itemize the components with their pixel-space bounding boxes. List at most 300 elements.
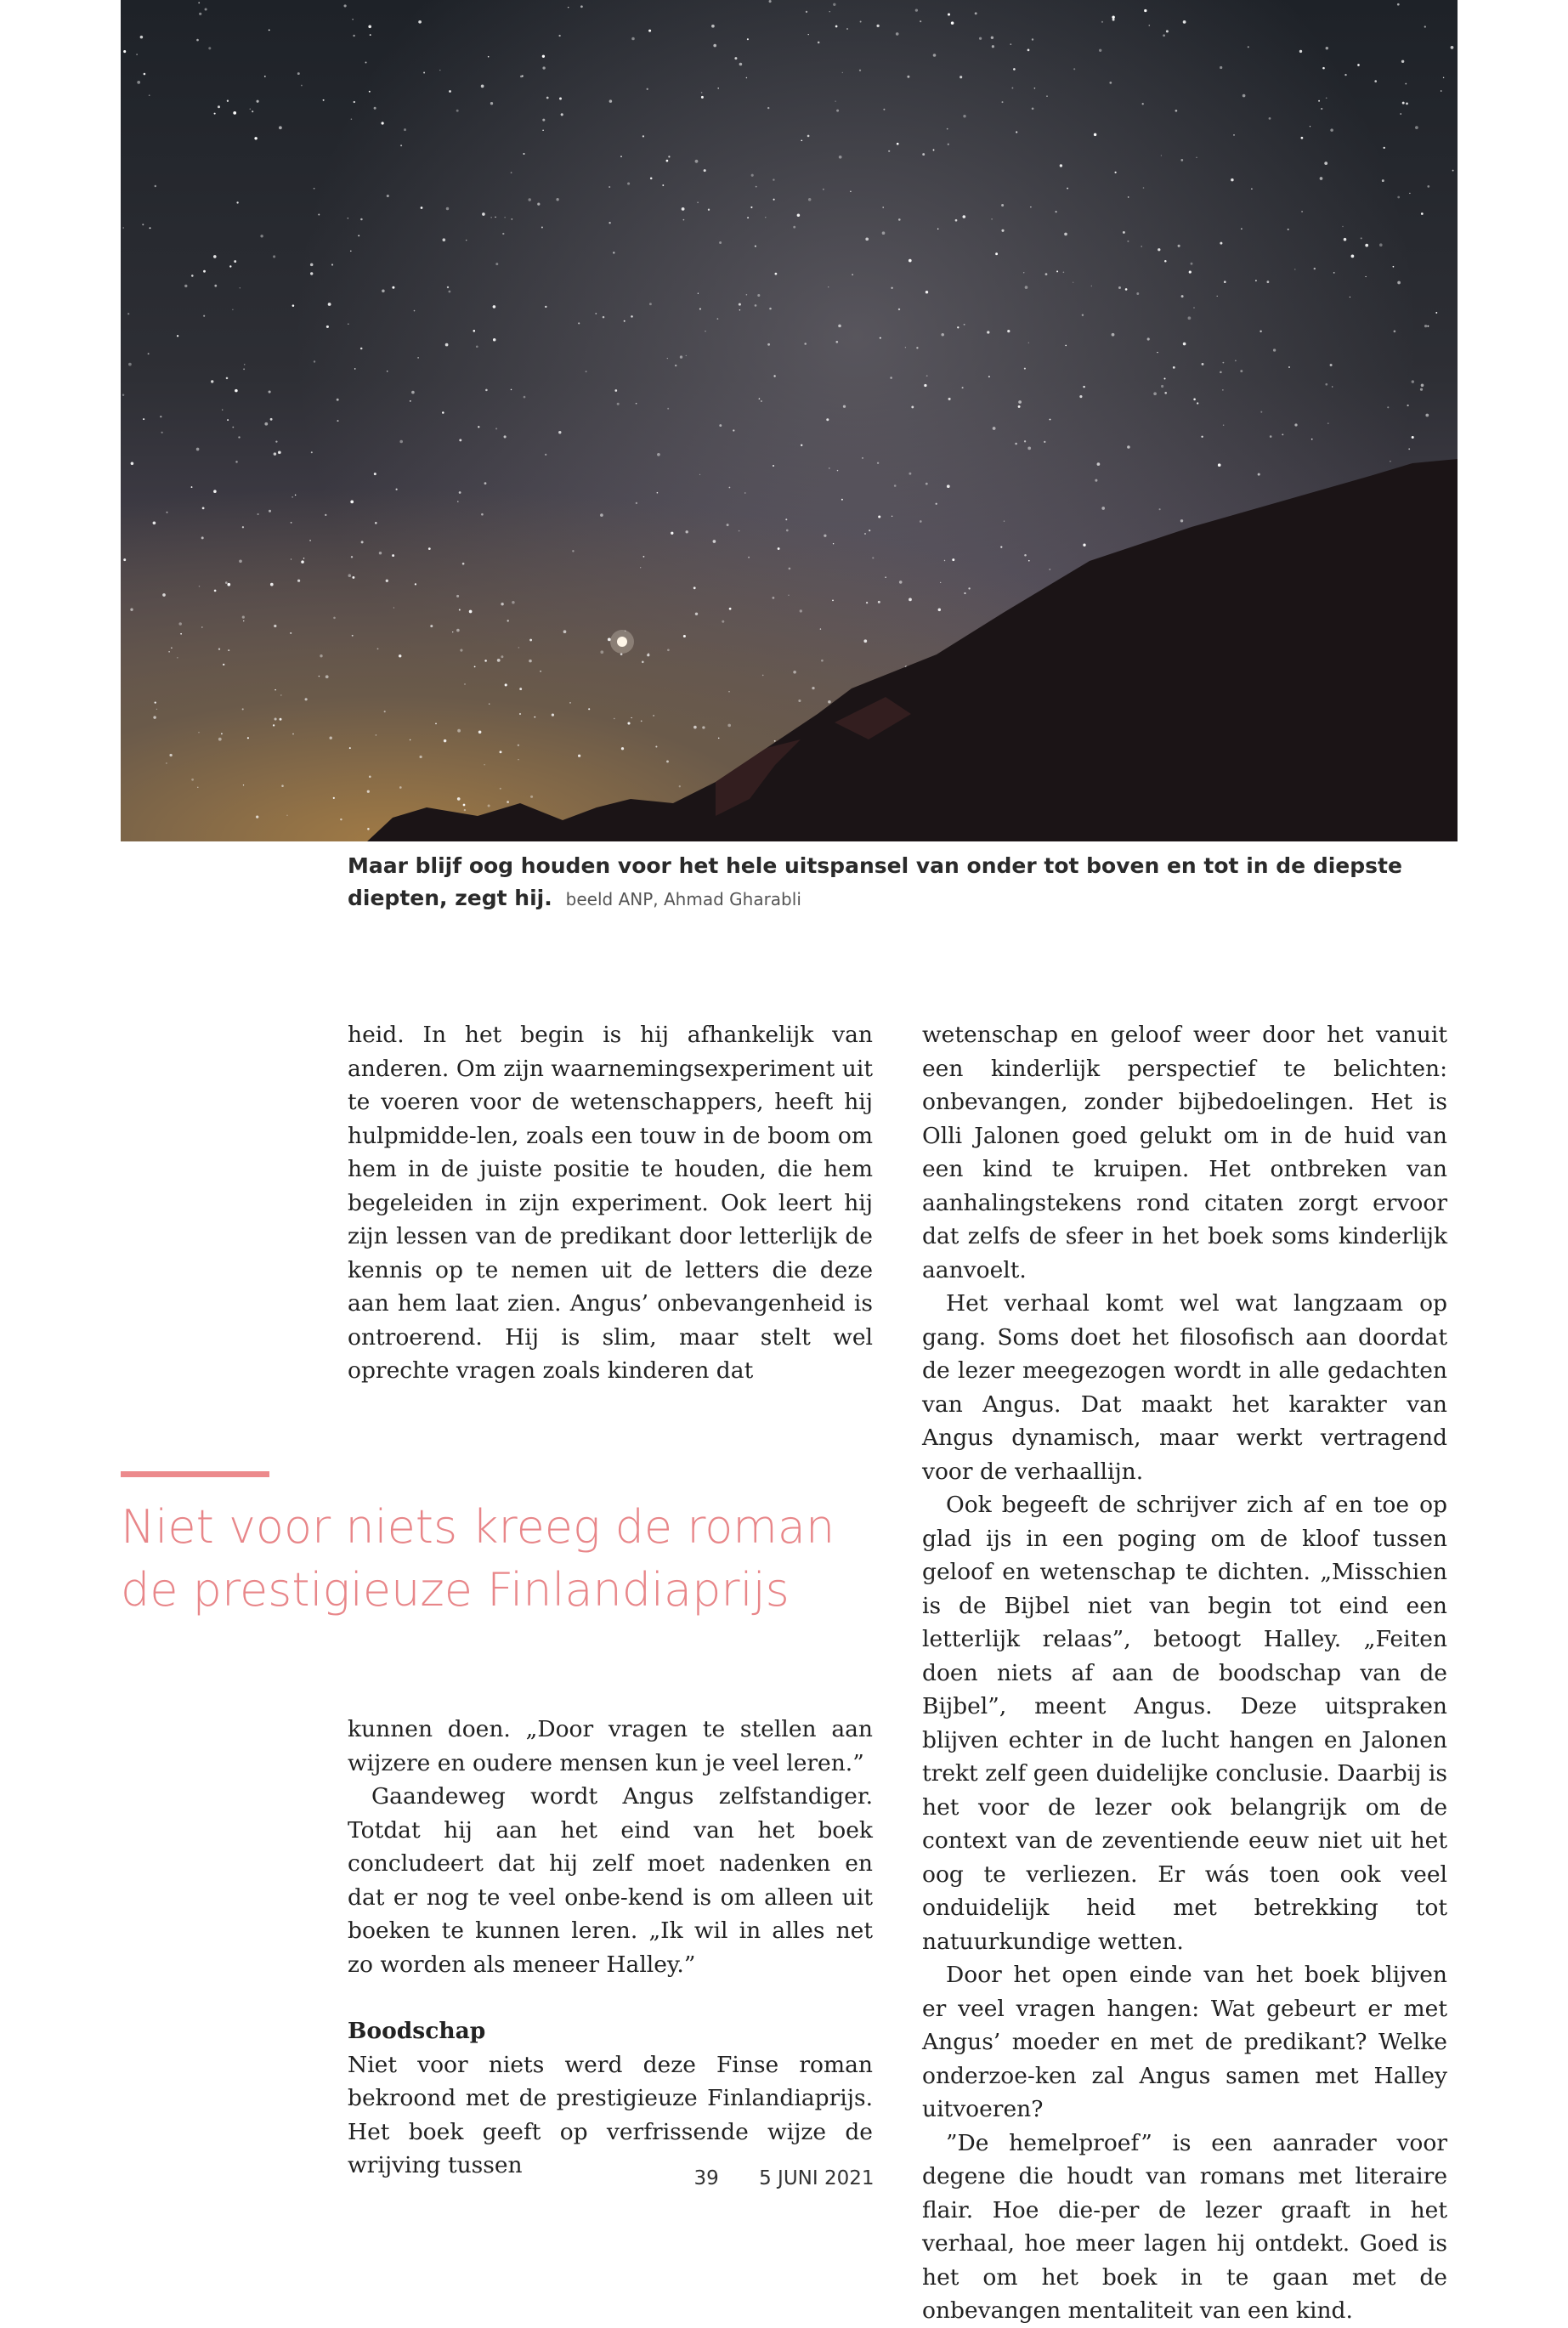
star (348, 574, 352, 577)
photo-credit: beeld ANP, Ahmad Gharabli (565, 889, 801, 909)
star (824, 535, 826, 537)
star (643, 556, 645, 558)
star (739, 530, 740, 532)
star (1018, 400, 1022, 404)
star (353, 35, 354, 37)
star (1027, 447, 1031, 450)
star (166, 762, 167, 763)
star (358, 235, 359, 236)
star (1248, 46, 1249, 48)
star (578, 755, 580, 757)
star (624, 320, 626, 322)
star (748, 557, 750, 558)
star (1222, 389, 1223, 390)
star (1101, 507, 1105, 510)
star (833, 543, 834, 544)
star (769, 0, 772, 3)
star (223, 664, 224, 666)
star (1189, 271, 1192, 274)
star (836, 110, 839, 112)
star (762, 675, 764, 677)
star (1222, 362, 1224, 364)
star (863, 639, 867, 643)
star (243, 368, 245, 370)
star (568, 7, 569, 8)
star (196, 448, 200, 451)
star (269, 30, 270, 31)
star (280, 694, 281, 695)
star (859, 70, 861, 71)
star (641, 721, 642, 722)
star (600, 650, 603, 654)
star (330, 737, 332, 739)
star (862, 457, 863, 459)
star (876, 25, 879, 27)
star (968, 587, 970, 589)
star (333, 617, 336, 620)
star (393, 607, 394, 608)
star (428, 547, 431, 550)
star (1056, 211, 1057, 212)
star (1164, 378, 1166, 380)
star (1027, 49, 1030, 52)
star (636, 502, 637, 504)
star (662, 184, 664, 186)
star (1243, 94, 1246, 98)
star (686, 530, 688, 533)
star (1412, 380, 1414, 382)
star (274, 452, 277, 456)
star (484, 660, 487, 662)
star (292, 734, 294, 735)
star (955, 219, 958, 222)
star (1161, 385, 1163, 388)
star (909, 473, 911, 475)
star (1259, 331, 1261, 332)
star (301, 560, 304, 564)
star (252, 110, 253, 112)
star (523, 153, 524, 155)
star (478, 426, 479, 428)
pullquote: Niet voor niets kreeg de roman de prestigieuze Finlandiaprijs (121, 1500, 835, 1617)
star (1127, 241, 1129, 242)
star (926, 291, 928, 293)
star (883, 109, 885, 110)
star (683, 635, 686, 637)
star (462, 563, 465, 565)
star (518, 647, 520, 649)
star (1115, 172, 1117, 173)
star (1067, 188, 1068, 190)
star (379, 552, 382, 554)
star (907, 76, 909, 78)
star (229, 265, 231, 267)
star (898, 218, 901, 221)
star (718, 738, 720, 739)
star (196, 39, 199, 42)
star (297, 580, 300, 582)
star (603, 316, 605, 319)
star (292, 304, 295, 307)
bright-star-glow (610, 630, 634, 654)
star (150, 227, 151, 229)
star (143, 418, 144, 420)
star (899, 581, 903, 584)
star (711, 25, 715, 28)
star (609, 186, 610, 188)
star (275, 440, 277, 442)
star (484, 482, 487, 484)
star (225, 581, 228, 584)
star (352, 635, 354, 637)
star (191, 275, 194, 277)
star (578, 322, 580, 324)
mountain-silhouette (367, 459, 1458, 841)
star (609, 222, 610, 224)
star (156, 709, 157, 710)
star (310, 263, 314, 267)
star (786, 530, 789, 532)
star (227, 583, 230, 586)
star (279, 452, 280, 454)
star (160, 416, 161, 417)
star (1357, 64, 1360, 66)
star (747, 38, 749, 40)
star (888, 150, 890, 152)
star (920, 520, 922, 523)
star (1270, 435, 1272, 438)
star (1060, 164, 1062, 167)
star (396, 489, 398, 490)
star (793, 671, 796, 674)
star (655, 745, 657, 747)
star (1015, 443, 1017, 445)
star (1143, 187, 1145, 189)
star (222, 409, 223, 410)
star (880, 337, 881, 339)
star (166, 512, 167, 513)
star (280, 718, 282, 721)
star (1013, 68, 1016, 71)
star (631, 315, 633, 318)
star (1063, 272, 1065, 274)
star (1324, 161, 1327, 165)
star (478, 731, 482, 734)
star (702, 726, 705, 728)
star (963, 215, 966, 218)
star (767, 107, 769, 109)
paragraph: Niet voor niets werd deze Finse roman bekroond met de prestigieuze Finlandiaprijs. Het boek geeft op verfrissende wijze de wrijving tussen (348, 2051, 873, 2178)
star (1301, 137, 1304, 139)
star (1142, 103, 1144, 105)
star (666, 160, 669, 162)
star (552, 713, 554, 716)
star (846, 28, 848, 30)
star (269, 390, 271, 393)
star (545, 454, 546, 456)
star (647, 88, 648, 90)
star (631, 37, 635, 41)
star (1183, 343, 1186, 346)
star (333, 797, 335, 799)
star (367, 828, 370, 830)
star (695, 160, 699, 163)
star (140, 36, 144, 39)
star (439, 70, 440, 71)
star (959, 76, 962, 78)
star (314, 360, 315, 362)
star (1397, 196, 1400, 199)
star (1178, 245, 1180, 247)
star (456, 629, 460, 632)
star (600, 513, 603, 517)
star (1273, 348, 1276, 351)
star (1158, 248, 1160, 251)
star (788, 595, 789, 596)
star (377, 649, 379, 650)
star (319, 676, 320, 677)
star (473, 330, 476, 332)
star (729, 487, 731, 489)
star (1294, 423, 1297, 426)
star (344, 4, 347, 7)
star (915, 8, 918, 11)
star (1441, 90, 1442, 92)
star (617, 403, 620, 405)
star (392, 554, 394, 557)
star (1141, 246, 1142, 247)
star (1421, 212, 1424, 215)
star (542, 119, 545, 122)
star (1251, 188, 1253, 190)
star (1255, 280, 1257, 281)
star (1159, 508, 1161, 510)
page-number: 39 (693, 2167, 719, 2189)
star (682, 207, 685, 211)
star (806, 11, 807, 13)
star (1288, 229, 1289, 230)
star (1387, 406, 1389, 408)
star (1288, 366, 1290, 368)
star (936, 503, 937, 505)
star (1217, 296, 1218, 297)
star (444, 739, 446, 742)
star (203, 315, 205, 317)
star (326, 326, 329, 328)
star (520, 76, 523, 78)
star (511, 218, 512, 220)
star (1407, 405, 1408, 406)
star (214, 113, 216, 115)
star (349, 747, 351, 749)
star (256, 815, 258, 818)
star (767, 343, 770, 346)
star (1191, 263, 1193, 265)
star (227, 419, 229, 421)
star (504, 435, 507, 438)
star (244, 364, 246, 365)
star (1095, 479, 1097, 482)
star (877, 462, 879, 464)
paragraph: wetenschap en geloof weer door het vanuit een kinderlijk perspectief te belichten: onbevangen, zonder bijbedoelingen. Het is Olli Jalonen goed gelukt om in de huid van een kind te kruipen. Het ontbreken van aanhalingstekens rond citaten zorgt ervoor dat zelfs de sfeer in het boek soms kinderlijk aanvoelt. (922, 1022, 1447, 1283)
star (667, 649, 670, 651)
star (1023, 272, 1024, 273)
star (1112, 333, 1115, 337)
star (530, 796, 533, 798)
star (542, 129, 544, 131)
star (1028, 560, 1030, 562)
star (657, 492, 659, 494)
star (609, 99, 613, 103)
paragraph: Ook begeeft de schrijver zich af en toe op glad ijs in een poging om de kloof tussen geloof en wetenschap te dichten. „Misschien is de Bijbel niet van begin tot eind een letterlijk relaas”, betoogt Halley. „Feiten doen niets af aan de boodschap van de Bijbel”, meent Angus. Deze uitspraken blijven echter in de lucht hangen en Jalonen trekt zelf geen duidelijke conclusie. Daarbij is het voor de lezer ook belangrijk om de context van de zeventiende eeuw niet uit het oog te verliezen. Er wás toen ook veel onduidelijk heid met betrekking tot natuurkundige wetten. (922, 1492, 1447, 1955)
star (823, 189, 824, 190)
star (1173, 366, 1175, 369)
star (474, 666, 476, 667)
star (1224, 280, 1226, 283)
star (821, 660, 824, 662)
star (421, 207, 423, 209)
star (127, 313, 129, 314)
star (376, 734, 377, 736)
star (456, 110, 459, 112)
star (1223, 425, 1224, 426)
star (537, 203, 540, 206)
star (826, 418, 829, 421)
star (1175, 110, 1178, 112)
star (130, 609, 133, 611)
star (218, 738, 222, 741)
star (991, 218, 993, 220)
star (279, 126, 282, 129)
star (1424, 325, 1427, 327)
star (988, 376, 990, 377)
star (400, 144, 402, 146)
star (938, 609, 941, 611)
star (1094, 133, 1096, 136)
star (177, 335, 178, 337)
star (1301, 211, 1303, 212)
star (410, 400, 411, 402)
star (369, 91, 371, 93)
star (360, 348, 363, 350)
star (1202, 363, 1204, 365)
star (640, 567, 641, 568)
star (838, 325, 841, 328)
star (233, 111, 236, 115)
star (232, 309, 233, 310)
star (1188, 316, 1192, 320)
column-1-top (348, 1018, 873, 1388)
starry-sky-photo (121, 0, 1458, 841)
star (243, 784, 244, 785)
star (800, 609, 802, 612)
star (926, 483, 928, 485)
star (850, 190, 852, 192)
star (843, 405, 846, 408)
star (818, 42, 820, 44)
star (1004, 521, 1005, 522)
star (511, 389, 512, 391)
star (528, 198, 530, 201)
star (155, 185, 156, 187)
star (952, 558, 954, 561)
star (524, 396, 526, 399)
star (1408, 448, 1410, 450)
star (155, 701, 156, 703)
star (1365, 244, 1368, 247)
star (387, 195, 389, 197)
star (180, 633, 182, 635)
star (457, 729, 461, 733)
star (214, 285, 217, 287)
star (337, 399, 339, 401)
star (924, 384, 926, 387)
star (542, 55, 545, 58)
star (350, 251, 351, 252)
star (1183, 20, 1186, 24)
star (1024, 554, 1027, 557)
star (957, 326, 959, 328)
star (236, 201, 238, 203)
star (325, 514, 326, 516)
star (137, 81, 140, 84)
star (1409, 193, 1410, 194)
star (374, 473, 376, 475)
star (1136, 292, 1139, 295)
star (490, 217, 491, 218)
star (1011, 88, 1013, 89)
star (909, 598, 912, 602)
star (789, 568, 791, 570)
star (1351, 255, 1355, 258)
star (1166, 30, 1169, 32)
star (122, 227, 124, 229)
star (1196, 157, 1197, 158)
star (750, 207, 752, 208)
star (1193, 399, 1196, 401)
star (558, 431, 561, 433)
star (621, 747, 624, 750)
star (370, 34, 371, 36)
star (318, 214, 320, 216)
star (1361, 237, 1362, 239)
star (153, 521, 156, 524)
star (842, 72, 843, 73)
star (1002, 101, 1004, 103)
star (642, 661, 644, 664)
star (1384, 147, 1385, 149)
star (1231, 178, 1234, 182)
star (695, 613, 698, 615)
star (1342, 226, 1343, 227)
star (708, 209, 710, 211)
paragraph: kunnen doen. „Door vragen te stellen aan wijzere en oudere mensen kun je veel leren.” (348, 1716, 873, 1776)
star (1101, 21, 1103, 23)
star (569, 702, 571, 704)
star (683, 219, 685, 221)
paragraph: heid. In het begin is hij afhankelijk van anderen. Om zijn waarnemingsexperiment uit te voeren voor de wetenschappers, heeft hij hulpmidde-len, zoals een touw in de boom om hem in de juiste positie te houden, die hem begeleiden in zijn experiment. Ook leert hij zijn lessen van de predikant door letterlijk de kennis op te nemen uit de letters die deze aan hem laat zien. Angus’ onbevangenheid is ontroerend. Hij is slim, maar stelt wel oprechte vragen zoals kinderen dat (348, 1022, 873, 1384)
star (798, 700, 801, 702)
star (761, 400, 762, 402)
star (199, 13, 201, 15)
star (896, 32, 899, 36)
star (365, 62, 367, 64)
star (264, 422, 268, 426)
star (1400, 113, 1401, 115)
star (891, 287, 892, 289)
star (916, 347, 918, 348)
star (507, 801, 509, 803)
